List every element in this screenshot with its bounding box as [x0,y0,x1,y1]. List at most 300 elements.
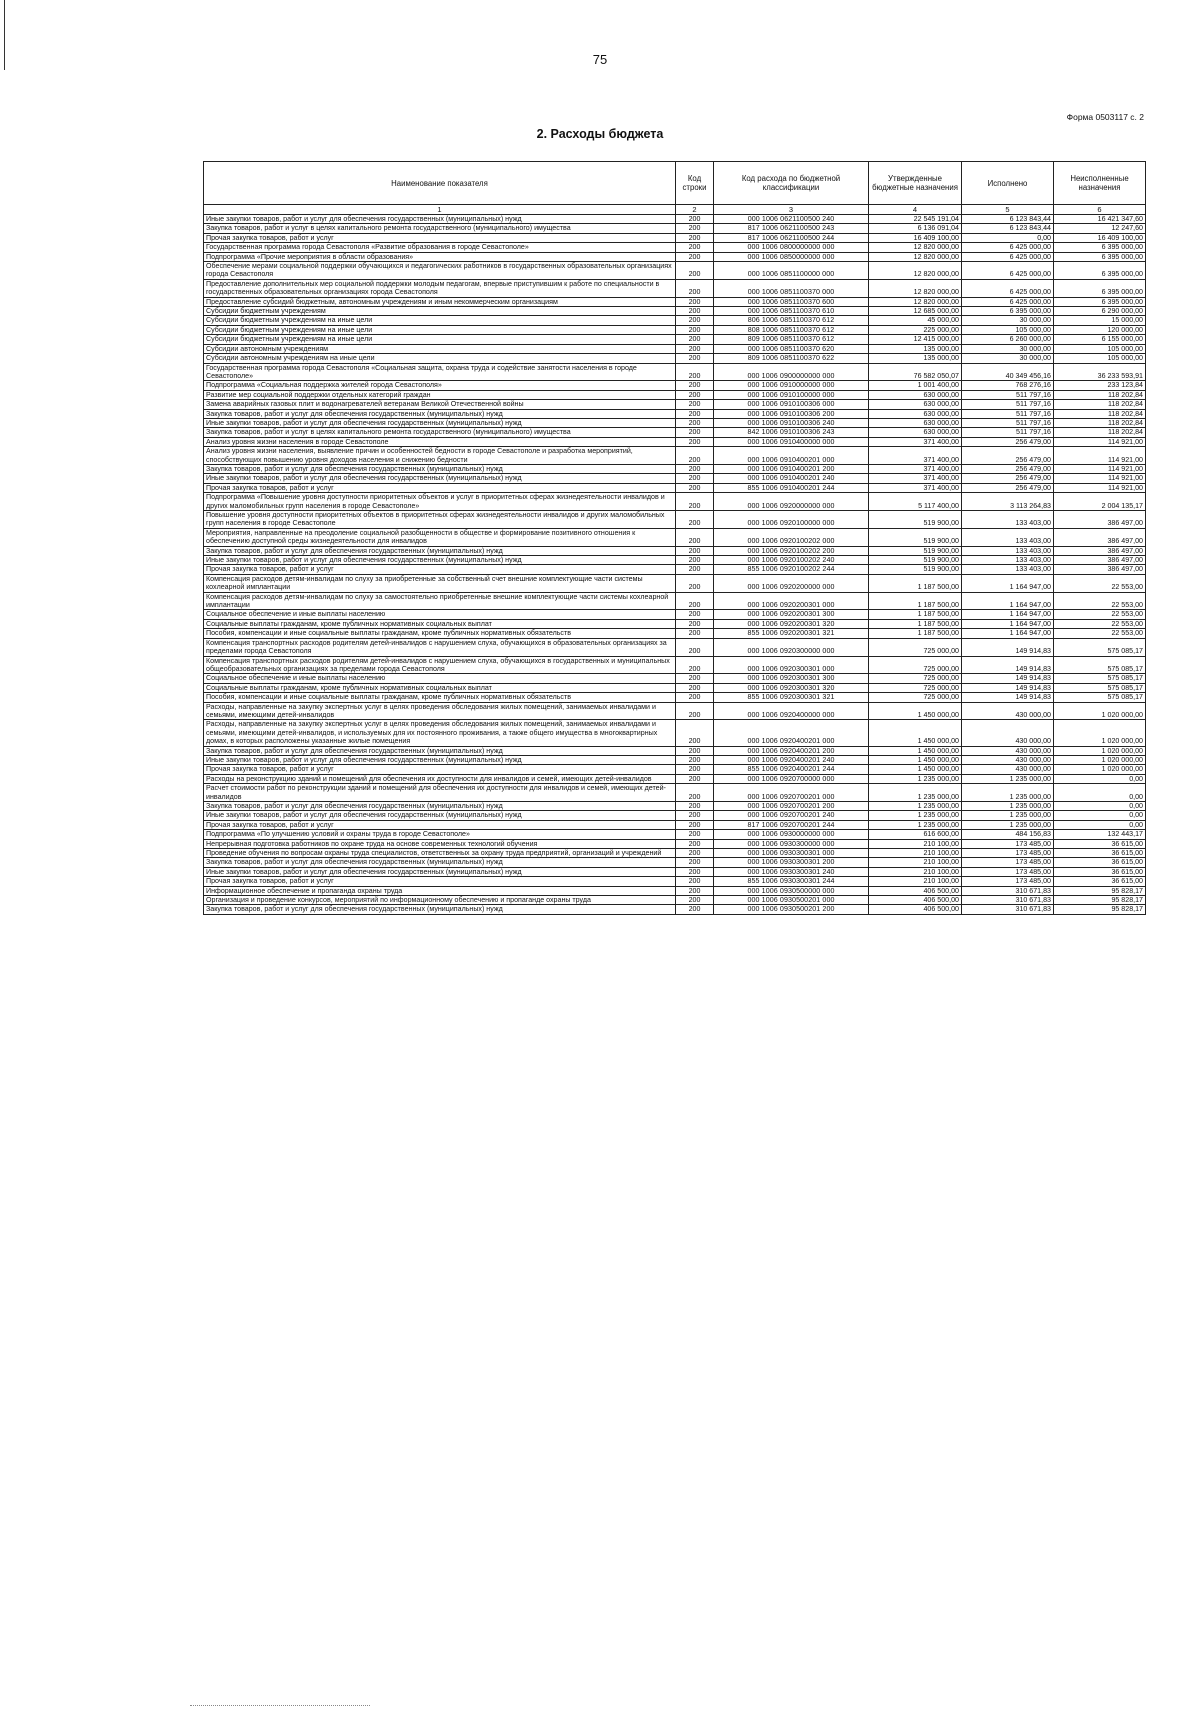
row-classification-code: 000 1006 0920300000 000 [714,638,869,656]
row-executed-amount: 1 235 000,00 [962,820,1054,829]
column-number: 1 [204,205,676,215]
row-classification-code: 000 1006 0930500201 000 [714,896,869,905]
row-name: Закупка товаров, работ и услуг для обеспечения государственных (муниципальных) нужд [204,802,676,811]
row-executed-amount: 310 671,83 [962,886,1054,895]
table-row [204,344,1146,353]
row-executed-amount: 173 485,00 [962,858,1054,867]
header-approved: Утвержденные бюджетные назначения [869,162,962,205]
row-executed-amount: 1 235 000,00 [962,784,1054,802]
table-row [204,528,1146,546]
row-executed-amount: 133 403,00 [962,565,1054,574]
row-unexecuted-amount: 575 085,17 [1054,638,1146,656]
table-row [204,774,1146,783]
row-unexecuted-amount: 114 921,00 [1054,447,1146,465]
table-row [204,619,1146,628]
column-number-row [204,205,1146,215]
row-approved-amount: 630 000,00 [869,418,962,427]
row-executed-amount: 105 000,00 [962,325,1054,334]
row-classification-code: 000 1006 0930300000 000 [714,839,869,848]
row-name: Субсидии бюджетным учреждениям на иные цели [204,325,676,334]
row-approved-amount: 725 000,00 [869,693,962,702]
row-executed-amount: 173 485,00 [962,877,1054,886]
row-code: 200 [676,820,714,829]
row-approved-amount: 1 187 500,00 [869,574,962,592]
row-name: Анализ уровня жизни населения в городе Севастополе [204,437,676,446]
row-unexecuted-amount: 1 020 000,00 [1054,746,1146,755]
row-name: Субсидии автономным учреждениям [204,344,676,353]
row-unexecuted-amount: 575 085,17 [1054,683,1146,692]
row-code: 200 [676,896,714,905]
table-row [204,447,1146,465]
row-executed-amount: 1 164 947,00 [962,629,1054,638]
row-approved-amount: 371 400,00 [869,483,962,492]
row-classification-code: 000 1006 0851100370 000 [714,279,869,297]
row-code: 200 [676,363,714,381]
row-unexecuted-amount: 6 395 000,00 [1054,243,1146,252]
table-row [204,493,1146,511]
row-unexecuted-amount: 386 497,00 [1054,546,1146,555]
row-code: 200 [676,428,714,437]
table-row [204,297,1146,306]
row-unexecuted-amount: 6 290 000,00 [1054,307,1146,316]
row-code: 200 [676,252,714,261]
row-approved-amount: 1 187 500,00 [869,619,962,628]
row-approved-amount: 406 500,00 [869,886,962,895]
row-approved-amount: 12 415 000,00 [869,335,962,344]
row-executed-amount: 149 914,83 [962,693,1054,702]
row-unexecuted-amount: 0,00 [1054,774,1146,783]
row-name: Расходы, направленные на закупку экспертных услуг в целях проведения обследования жилых помещений, занимаемых инвалидами и семьями, имеющими детей-инвалидов, и используемых для их постоянного проживания, а также общего имущества в многоквартирных домах, в которых расположены указанные жилые помещения [204,720,676,746]
row-unexecuted-amount: 22 553,00 [1054,592,1146,610]
row-unexecuted-amount: 6 395 000,00 [1054,297,1146,306]
row-classification-code: 000 1006 0920700201 000 [714,784,869,802]
row-unexecuted-amount: 132 443,17 [1054,830,1146,839]
row-unexecuted-amount: 575 085,17 [1054,693,1146,702]
row-name: Компенсация транспортных расходов родителям детей-инвалидов с нарушением слуха, обучающихся в государственных и муниципальных общеобразовательных организациях за пределами города Севастополя [204,656,676,674]
row-unexecuted-amount: 6 395 000,00 [1054,262,1146,280]
column-number: 6 [1054,205,1146,215]
row-unexecuted-amount: 0,00 [1054,802,1146,811]
row-classification-code: 000 1006 0930500000 000 [714,886,869,895]
row-name: Иные закупки товаров, работ и услуг для обеспечения государственных (муниципальных) нужд [204,556,676,565]
row-approved-amount: 725 000,00 [869,638,962,656]
row-approved-amount: 371 400,00 [869,464,962,473]
row-approved-amount: 630 000,00 [869,428,962,437]
row-name: Прочая закупка товаров, работ и услуг [204,820,676,829]
row-classification-code: 000 1006 0920100000 000 [714,511,869,529]
table-row [204,886,1146,895]
row-code: 200 [676,400,714,409]
row-name: Иные закупки товаров, работ и услуг для обеспечения государственных (муниципальных) нужд [204,215,676,224]
row-code: 200 [676,447,714,465]
row-unexecuted-amount: 15 000,00 [1054,316,1146,325]
row-classification-code: 000 1006 0920700201 240 [714,811,869,820]
row-approved-amount: 210 100,00 [869,858,962,867]
row-name: Проведение обучения по вопросам охраны труда специалистов, ответственных за охрану труда предприятий, организаций и учреждений [204,849,676,858]
row-code: 200 [676,493,714,511]
row-unexecuted-amount: 22 553,00 [1054,629,1146,638]
row-code: 200 [676,629,714,638]
row-code: 200 [676,381,714,390]
row-classification-code: 000 1006 0920200000 000 [714,574,869,592]
row-executed-amount: 6 260 000,00 [962,335,1054,344]
row-executed-amount: 149 914,83 [962,674,1054,683]
row-classification-code: 817 1006 0621100500 244 [714,233,869,242]
row-unexecuted-amount: 1 020 000,00 [1054,765,1146,774]
row-name: Подпрограмма «По улучшению условий и охраны труда в городе Севастополе» [204,830,676,839]
table-row [204,693,1146,702]
row-name: Социальное обеспечение и иные выплаты населению [204,674,676,683]
row-unexecuted-amount: 105 000,00 [1054,354,1146,363]
row-classification-code: 000 1006 0920000000 000 [714,493,869,511]
table-row [204,674,1146,683]
column-number: 5 [962,205,1054,215]
row-approved-amount: 76 582 050,07 [869,363,962,381]
row-approved-amount: 1 001 400,00 [869,381,962,390]
column-number: 3 [714,205,869,215]
row-code: 200 [676,390,714,399]
table-row [204,474,1146,483]
row-code: 200 [676,784,714,802]
row-approved-amount: 1 187 500,00 [869,592,962,610]
table-row [204,896,1146,905]
row-classification-code: 855 1006 0920200301 321 [714,629,869,638]
row-name: Компенсация расходов детям-инвалидам по слуху за самостоятельно приобретенные внешние комплектующие части системы кохлеарной имплантации [204,592,676,610]
table-row [204,592,1146,610]
row-code: 200 [676,483,714,492]
table-row [204,381,1146,390]
row-unexecuted-amount: 233 123,84 [1054,381,1146,390]
row-unexecuted-amount: 114 921,00 [1054,474,1146,483]
row-code: 200 [676,867,714,876]
row-name: Субсидии бюджетным учреждениям [204,307,676,316]
row-approved-amount: 616 600,00 [869,830,962,839]
row-executed-amount: 133 403,00 [962,511,1054,529]
row-executed-amount: 256 479,00 [962,437,1054,446]
table-row [204,316,1146,325]
row-classification-code: 000 1006 0920300301 320 [714,683,869,692]
row-unexecuted-amount: 6 155 000,00 [1054,335,1146,344]
row-classification-code: 855 1006 0920100202 244 [714,565,869,574]
table-row [204,877,1146,886]
table-row [204,243,1146,252]
row-code: 200 [676,565,714,574]
row-name: Подпрограмма «Повышение уровня доступности приоритетных объектов и услуг в приоритетных сферах жизнедеятельности инвалидов и других маломобильных групп населения в городе Севастополе» [204,493,676,511]
row-unexecuted-amount: 16 421 347,60 [1054,215,1146,224]
row-unexecuted-amount: 95 828,17 [1054,886,1146,895]
table-row [204,784,1146,802]
row-executed-amount: 3 113 264,83 [962,493,1054,511]
row-classification-code: 000 1006 0920300301 300 [714,674,869,683]
table-row [204,638,1146,656]
row-code: 200 [676,243,714,252]
row-code: 200 [676,344,714,353]
row-classification-code: 000 1006 0910400201 000 [714,447,869,465]
row-executed-amount: 310 671,83 [962,896,1054,905]
row-unexecuted-amount: 36 615,00 [1054,858,1146,867]
row-executed-amount: 6 123 843,44 [962,224,1054,233]
row-unexecuted-amount: 0,00 [1054,784,1146,802]
row-unexecuted-amount: 114 921,00 [1054,464,1146,473]
row-unexecuted-amount: 6 395 000,00 [1054,279,1146,297]
row-executed-amount: 511 797,16 [962,409,1054,418]
table-row [204,215,1146,224]
row-name: Расходы на реконструкцию зданий и помещений для обеспечения их доступности для инвалидов и семей, имеющих детей-инвалидов [204,774,676,783]
table-row [204,224,1146,233]
table-row [204,556,1146,565]
row-name: Субсидии бюджетным учреждениям на иные цели [204,316,676,325]
row-classification-code: 000 1006 0920400000 000 [714,702,869,720]
row-classification-code: 000 1006 0621100500 240 [714,215,869,224]
row-code: 200 [676,592,714,610]
row-name: Непрерывная подготовка работников по охране труда на основе современных технологий обучения [204,839,676,848]
row-executed-amount: 430 000,00 [962,702,1054,720]
row-classification-code: 000 1006 0920100202 200 [714,546,869,555]
row-name: Иные закупки товаров, работ и услуг для обеспечения государственных (муниципальных) нужд [204,418,676,427]
row-unexecuted-amount: 386 497,00 [1054,556,1146,565]
row-classification-code: 817 1006 0920700201 244 [714,820,869,829]
row-executed-amount: 1 164 947,00 [962,619,1054,628]
row-approved-amount: 210 100,00 [869,839,962,848]
row-unexecuted-amount: 36 615,00 [1054,877,1146,886]
row-code: 200 [676,418,714,427]
row-executed-amount: 6 425 000,00 [962,243,1054,252]
row-classification-code: 000 1006 0910400000 000 [714,437,869,446]
row-code: 200 [676,720,714,746]
row-classification-code: 000 1006 0930300301 200 [714,858,869,867]
table-row [204,428,1146,437]
row-executed-amount: 133 403,00 [962,546,1054,555]
row-approved-amount: 630 000,00 [869,400,962,409]
row-unexecuted-amount: 22 553,00 [1054,619,1146,628]
row-classification-code: 000 1006 0910000000 000 [714,381,869,390]
row-approved-amount: 1 235 000,00 [869,774,962,783]
row-executed-amount: 6 425 000,00 [962,252,1054,261]
row-code: 200 [676,474,714,483]
row-code: 200 [676,556,714,565]
row-code: 200 [676,830,714,839]
row-name: Иные закупки товаров, работ и услуг для обеспечения государственных (муниципальных) нужд [204,474,676,483]
row-classification-code: 000 1006 0910100306 240 [714,418,869,427]
scan-artifact-line [190,1705,370,1707]
row-classification-code: 000 1006 0910400201 240 [714,474,869,483]
row-code: 200 [676,755,714,764]
row-executed-amount: 6 425 000,00 [962,262,1054,280]
row-executed-amount: 310 671,83 [962,905,1054,914]
table-row [204,335,1146,344]
row-executed-amount: 6 425 000,00 [962,297,1054,306]
table-row [204,546,1146,555]
row-executed-amount: 511 797,16 [962,400,1054,409]
row-name: Анализ уровня жизни населения, выявление причин и особенностей бедности в городе Севастополе и разработка мероприятий, способствующих повышению уровня доходов населения и снижению бедности [204,447,676,465]
table-row [204,262,1146,280]
row-name: Прочая закупка товаров, работ и услуг [204,877,676,886]
row-approved-amount: 12 685 000,00 [869,307,962,316]
row-approved-amount: 135 000,00 [869,354,962,363]
row-unexecuted-amount: 95 828,17 [1054,896,1146,905]
row-name: Закупка товаров, работ и услуг для обеспечения государственных (муниципальных) нужд [204,905,676,914]
row-code: 200 [676,774,714,783]
row-unexecuted-amount: 0,00 [1054,820,1146,829]
row-unexecuted-amount: 118 202,84 [1054,390,1146,399]
header-code: Код строки [676,162,714,205]
row-code: 200 [676,693,714,702]
row-name: Закупка товаров, работ и услуг для обеспечения государственных (муниципальных) нужд [204,464,676,473]
row-approved-amount: 12 820 000,00 [869,262,962,280]
row-executed-amount: 256 479,00 [962,483,1054,492]
row-name: Компенсация транспортных расходов родителям детей-инвалидов с нарушением слуха, обучающихся в образовательных организациях за пределами города Севастополя [204,638,676,656]
row-name: Закупка товаров, работ и услуг для обеспечения государственных (муниципальных) нужд [204,858,676,867]
row-unexecuted-amount: 575 085,17 [1054,656,1146,674]
row-code: 200 [676,262,714,280]
row-executed-amount: 511 797,16 [962,390,1054,399]
row-unexecuted-amount: 36 615,00 [1054,849,1146,858]
row-approved-amount: 519 900,00 [869,528,962,546]
budget-expenses-table [203,161,1146,915]
row-executed-amount: 768 276,16 [962,381,1054,390]
row-executed-amount: 430 000,00 [962,746,1054,755]
row-classification-code: 000 1006 0920400201 000 [714,720,869,746]
column-number: 2 [676,205,714,215]
row-classification-code: 000 1006 0910400201 200 [714,464,869,473]
row-approved-amount: 630 000,00 [869,390,962,399]
row-name: Закупка товаров, работ и услуг в целях капитального ремонта государственного (муниципального) имущества [204,428,676,437]
table-row [204,409,1146,418]
row-name: Прочая закупка товаров, работ и услуг [204,483,676,492]
row-code: 200 [676,886,714,895]
row-executed-amount: 256 479,00 [962,464,1054,473]
row-approved-amount: 12 820 000,00 [869,279,962,297]
row-unexecuted-amount: 386 497,00 [1054,511,1146,529]
row-executed-amount: 133 403,00 [962,556,1054,565]
row-approved-amount: 725 000,00 [869,683,962,692]
table-row [204,702,1146,720]
row-executed-amount: 511 797,16 [962,418,1054,427]
row-name: Замена аварийных газовых плит и водонагревателей ветеранам Великой Отечественной войны [204,400,676,409]
row-classification-code: 000 1006 0930000000 000 [714,830,869,839]
row-code: 200 [676,905,714,914]
row-code: 200 [676,610,714,619]
table-row [204,849,1146,858]
row-approved-amount: 6 136 091,04 [869,224,962,233]
row-name: Подпрограмма «Социальная поддержка жителей города Севастополя» [204,381,676,390]
row-code: 200 [676,233,714,242]
header-name: Наименование показателя [204,162,676,205]
table-row [204,839,1146,848]
row-code: 200 [676,279,714,297]
row-classification-code: 855 1006 0930300301 244 [714,877,869,886]
row-unexecuted-amount: 118 202,84 [1054,428,1146,437]
table-row [204,858,1146,867]
row-name: Пособия, компенсации и иные социальные выплаты гражданам, кроме публичных нормативных обязательств [204,693,676,702]
row-executed-amount: 430 000,00 [962,755,1054,764]
row-executed-amount: 149 914,83 [962,683,1054,692]
row-unexecuted-amount: 22 553,00 [1054,574,1146,592]
row-executed-amount: 40 349 456,16 [962,363,1054,381]
row-classification-code: 000 1006 0920400201 240 [714,755,869,764]
row-approved-amount: 1 450 000,00 [869,720,962,746]
row-approved-amount: 1 235 000,00 [869,811,962,820]
row-code: 200 [676,656,714,674]
row-name: Субсидии автономным учреждениям на иные цели [204,354,676,363]
row-name: Развитие мер социальной поддержки отдельных категорий граждан [204,390,676,399]
row-code: 200 [676,849,714,858]
row-approved-amount: 210 100,00 [869,877,962,886]
table-row [204,755,1146,764]
row-approved-amount: 1 235 000,00 [869,784,962,802]
row-approved-amount: 519 900,00 [869,565,962,574]
row-unexecuted-amount: 16 409 100,00 [1054,233,1146,242]
row-classification-code: 000 1006 0920300301 000 [714,656,869,674]
table-row [204,307,1146,316]
row-code: 200 [676,215,714,224]
row-name: Предоставление дополнительных мер социальной поддержки молодым педагогам, впервые приступившим к работе по специальности в государственных образовательных организациях города Севастополя [204,279,676,297]
row-approved-amount: 371 400,00 [869,437,962,446]
row-classification-code: 000 1006 0910100306 200 [714,409,869,418]
row-approved-amount: 45 000,00 [869,316,962,325]
row-classification-code: 000 1006 0910100000 000 [714,390,869,399]
row-unexecuted-amount: 575 085,17 [1054,674,1146,683]
table-row [204,363,1146,381]
row-approved-amount: 519 900,00 [869,556,962,565]
row-code: 200 [676,316,714,325]
table-row [204,511,1146,529]
row-unexecuted-amount: 12 247,60 [1054,224,1146,233]
row-name: Обеспечение мерами социальной поддержки обучающихся и педагогических работников в государственных образовательных организациях города Севастополя [204,262,676,280]
row-name: Расчет стоимости работ по реконструкции зданий и помещений для обеспечения их доступности для инвалидов и семей, имеющих детей-инвалидов [204,784,676,802]
row-unexecuted-amount: 36 615,00 [1054,867,1146,876]
row-code: 200 [676,746,714,755]
row-name: Подпрограмма «Прочие мероприятия в области образования» [204,252,676,261]
row-unexecuted-amount: 0,00 [1054,811,1146,820]
row-code: 200 [676,437,714,446]
row-classification-code: 808 1006 0851100370 612 [714,325,869,334]
row-code: 200 [676,877,714,886]
row-classification-code: 000 1006 0910100306 000 [714,400,869,409]
row-executed-amount: 1 235 000,00 [962,811,1054,820]
table-row [204,720,1146,746]
row-classification-code: 000 1006 0920200301 000 [714,592,869,610]
row-code: 200 [676,802,714,811]
row-classification-code: 000 1006 0800000000 000 [714,243,869,252]
row-name: Компенсация расходов детям-инвалидам по слуху за приобретенные за собственный счет внешние комплектующие части системы кохлеарной имплантации [204,574,676,592]
row-code: 200 [676,464,714,473]
row-name: Социальное обеспечение и иные выплаты населению [204,610,676,619]
row-approved-amount: 12 820 000,00 [869,297,962,306]
row-executed-amount: 149 914,83 [962,638,1054,656]
row-classification-code: 000 1006 0851100370 620 [714,344,869,353]
row-name: Иные закупки товаров, работ и услуг для обеспечения государственных (муниципальных) нужд [204,811,676,820]
row-name: Предоставление субсидий бюджетным, автономным учреждениям и иным некоммерческим организациям [204,297,676,306]
table-row [204,610,1146,619]
row-approved-amount: 725 000,00 [869,674,962,683]
row-classification-code: 806 1006 0851100370 612 [714,316,869,325]
row-classification-code: 000 1006 0930300301 240 [714,867,869,876]
row-approved-amount: 519 900,00 [869,511,962,529]
table-row [204,683,1146,692]
row-name: Закупка товаров, работ и услуг в целях капитального ремонта государственного (муниципального) имущества [204,224,676,233]
row-unexecuted-amount: 1 020 000,00 [1054,755,1146,764]
row-approved-amount: 12 820 000,00 [869,243,962,252]
row-unexecuted-amount: 95 828,17 [1054,905,1146,914]
table-row [204,483,1146,492]
table-row [204,464,1146,473]
row-classification-code: 000 1006 0851100370 610 [714,307,869,316]
row-approved-amount: 1 187 500,00 [869,629,962,638]
row-name: Иные закупки товаров, работ и услуг для обеспечения государственных (муниципальных) нужд [204,867,676,876]
row-unexecuted-amount: 114 921,00 [1054,483,1146,492]
row-executed-amount: 30 000,00 [962,354,1054,363]
